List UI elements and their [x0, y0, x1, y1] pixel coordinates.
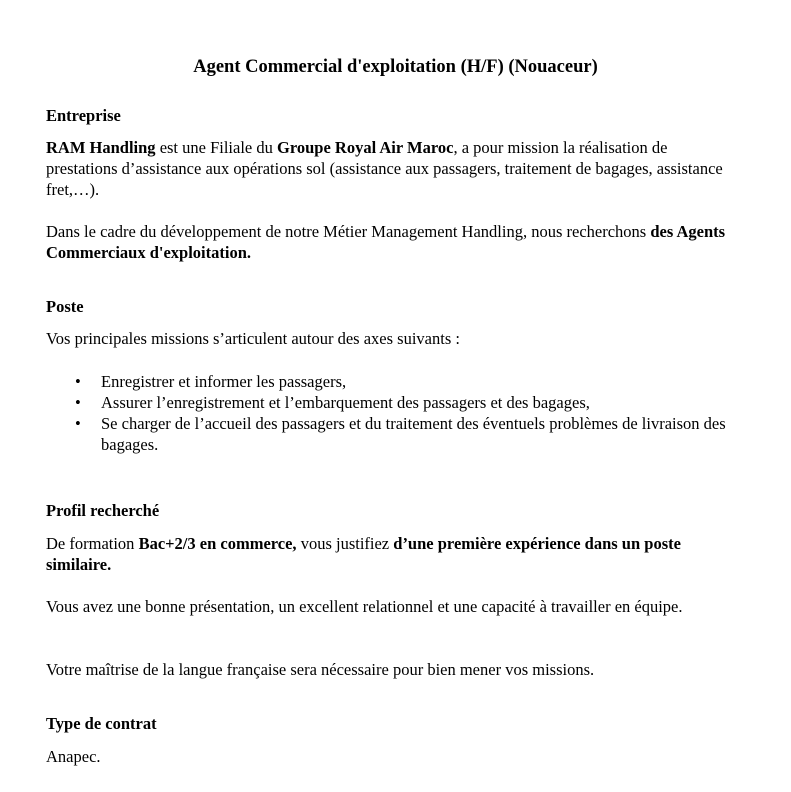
missions-list: [46, 371, 736, 455]
poste-intro: Vos principales missions s’articulent autour des axes suivants :: [46, 329, 460, 348]
bullet-icon: •: [75, 372, 81, 391]
profil-paragraph-3: Votre maîtrise de la langue française sera nécessaire pour bien mener vos missions.: [46, 660, 595, 679]
entreprise-paragraph-2: Dans le cadre du développement de notre Métier Management Handling, nous recherchons des Agents Commerciaux d'exploitation.: [46, 222, 726, 262]
page-title: Agent Commercial d'exploitation (H/F) (Nouaceur): [193, 57, 598, 77]
section-heading-profil: Profil recherché: [46, 501, 160, 520]
contract-type-value: Anapec.: [46, 747, 101, 766]
list-item: • Assurer l’enregistrement et l’embarquement des passagers et des bagages,: [75, 393, 590, 412]
bullet-icon: •: [75, 414, 81, 433]
section-heading-entreprise: Entreprise: [46, 106, 121, 125]
section-heading-poste: Poste: [46, 297, 84, 316]
list-item: • Enregistrer et informer les passagers,: [75, 372, 347, 391]
group-name: Groupe Royal Air Maroc: [277, 138, 454, 157]
bullet-icon: •: [75, 393, 81, 412]
entreprise-paragraph-1: RAM Handling est une Filiale du Groupe Royal Air Maroc, a pour mission la réalisation de prestations d’assistance aux opérations sol (assistance aux passagers, traitement de bagages, assistance fret,…).: [46, 138, 723, 199]
list-item: • Se charger de l’accueil des passagers et du traitement des éventuels problèmes de livraison des bagages.: [75, 414, 726, 454]
profil-paragraph-2: Vous avez une bonne présentation, un excellent relationnel et une capacité à travailler en équipe.: [46, 597, 683, 616]
company-name: RAM Handling: [46, 138, 156, 157]
profil-paragraph-1: De formation Bac+2/3 en commerce, vous justifiez d’une première expérience dans un poste similaire.: [46, 534, 681, 574]
section-heading-contrat: Type de contrat: [46, 714, 157, 733]
